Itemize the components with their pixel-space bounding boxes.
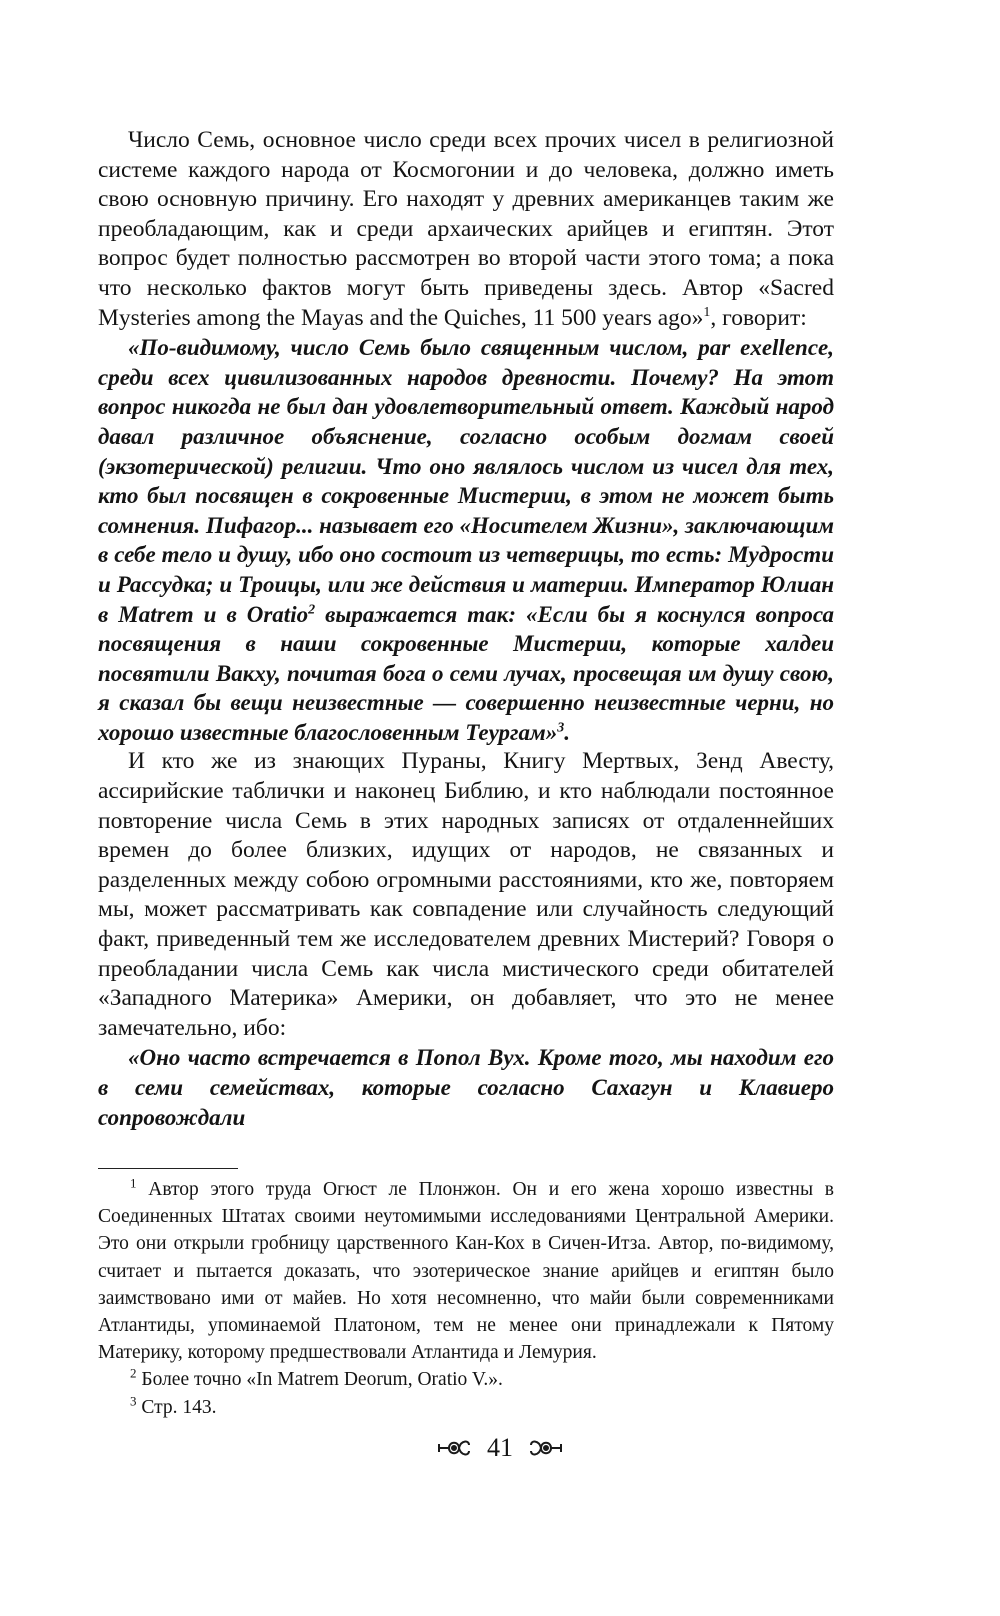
footnote-ref-3: 3 (557, 720, 565, 736)
p1-line: тор «Sacred Mysteries among the Mayas and the Quiches, 11 500 years (98, 274, 834, 331)
p1-line: тома; а пока что несколько фактов могут быть приведены здесь. Ав (98, 245, 834, 301)
footnote-text: Более точно «In Matrem Deorum, Oratio V.». (141, 1369, 503, 1391)
footnote-number: 3 (130, 1393, 137, 1409)
quote-2: «Оно часто встречается в Попол Вух. Кроме того, мы находим его в семи семействах, которые согласно Сахагун и Клавиеро сопровождали (98, 1045, 834, 1130)
p1-line: Число Семь, основное число среди всех прочих чисел в религиоз (128, 127, 798, 153)
footnote-number: 1 (130, 1175, 137, 1191)
paragraph-2: И кто же из знающих Пураны, Книгу Мертвых, Зенд Авесту, ассирийские таблички и наконец Библию, и кто наблюдали постоянное повторение числа Семь в этих народных записях от отдаленнейших времен до более близких, идущих от народов, не связанных и разделенных между собою огромными расстояниями, кто же, повторяем мы, может рассматривать как совпадение или случайность следующий факт, приведенный тем же исследователем древних Мистерий? Говоря о преобладании числа Семь как числа мистического среди обитателей «Западного Материка» Америки, он добавляет, что это не менее замечательно, ибо: (98, 748, 834, 1041)
p1-line: тян. Этот вопрос будет полностью рассмотрен во второй части этого (98, 215, 834, 272)
page-footer (0, 1428, 1000, 1468)
footnote-2 (98, 1366, 834, 1393)
main-text (98, 126, 834, 1132)
p1-tail-after: , говорит: (710, 304, 807, 331)
quote-1 (98, 333, 834, 747)
footnote-text: Автор этого труда Огюст ле Плонжон. Он и его жена хорошо известны в Соединенных Штатах своими неутомимыми исследованиями Центральной Америки. Это они открыли гробницу царственного Кан-Кох в Сичен-Итза. Автор, по-видимому, считает и пытается доказать, что эзотерическое знание арийцев и египтян было заимствовано ими от майев. Но хотя несомненно, что майи были современниками Атлантиды, упоминаемой Платоном, тем не менее они принадлежали к Пятому Материку, которому предшествовали Атлантида и Лемурия. (98, 1179, 834, 1364)
footnote-1 (98, 1176, 834, 1366)
p1-line: иметь свою основную причину. Его находят у древних американцев (98, 156, 834, 213)
footnote-divider (98, 1168, 238, 1169)
left-flourish-icon (435, 1435, 475, 1461)
quote-1-part-3: . (564, 719, 571, 745)
quote-1-part-1: «По-видимому, число Семь было священным числом, par exellence, среди всех цивилизованных народов древности. Почему? На этот вопрос никогда не был дан удовлетворительный ответ. Каждый народ давал различное объяснение, согласно особым догмам своей (экзотерической) религии. Что оно являлось числом из чисел для тех, кто был посвящен в сокровенные Мистерии, в этом не может быть сомнения. Пифагор... называет его «Носителем Жизни», заключающим в себе тело и душу, ибо оно состоит из четверицы, то есть: Мудрости и Рассудка; и Троицы, или же действия и материи. Император Юлиан в Matrem и в Oratio (98, 335, 834, 627)
right-flourish-icon (525, 1435, 565, 1461)
paragraph-1 (98, 126, 834, 333)
footnote-text: Стр. 143. (141, 1396, 217, 1418)
p1-line: таким же преобладающим, как и среди архаических арийцев и егип (98, 186, 834, 242)
footnote-ref-2: 2 (308, 601, 316, 617)
p1-line: ной системе каждого народа от Космогонии и до человека, должно (98, 127, 834, 183)
footnote-number: 2 (130, 1365, 137, 1381)
page-number: 41 (487, 1433, 513, 1462)
footnote-3 (98, 1394, 834, 1421)
quote-1-part-2: выражается так: «Если бы я коснулся вопроса посвящения в наши сокровенные Мистерии, которые халдеи посвятили Вакху, почитая бога о семи лучах, просвещая им душу свою, я сказал бы вещи неизвестные — совершенно неизвестные черни, но хорошо известные благословенным Теургам» (98, 601, 835, 745)
footnote-ref-1: 1 (703, 304, 711, 320)
footnotes (98, 1176, 834, 1421)
p1-tail: ago» (657, 304, 704, 331)
